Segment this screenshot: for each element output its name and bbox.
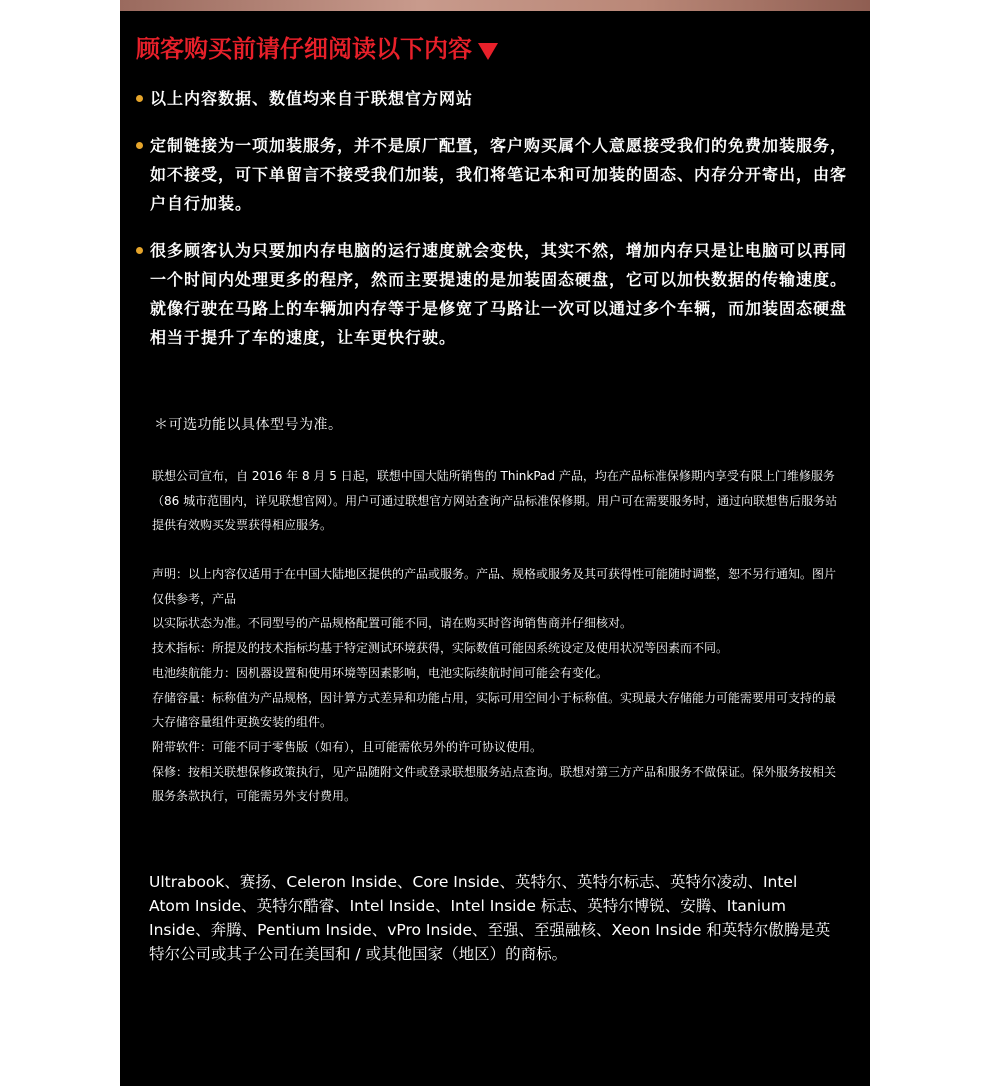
legal-line-storage: 存储容量：标称值为产品规格，因计算方式差异和功能占用，实际可用空间小于标称值。实现最大存储能力可能需要用可支持的最大存储容量组件更换安装的组件。 xyxy=(152,690,837,730)
notice-heading xyxy=(136,32,498,66)
notice-panel xyxy=(120,0,870,1086)
legal-disclaimer xyxy=(152,562,842,809)
bullet-dot-icon xyxy=(136,247,143,254)
warranty-announcement xyxy=(152,464,842,538)
down-triangle-icon xyxy=(478,43,498,60)
bullet-item-memory-info xyxy=(136,236,848,352)
legal-line-statement: 声明：以上内容仅适用于在中国大陆地区提供的产品或服务。产品、规格或服务及其可获得性可能随时调整，恕不另行通知。图片仅供参考，产品 xyxy=(152,567,837,606)
bullet-text: 以上内容数据、数值均来自于联想官方网站 xyxy=(150,89,474,108)
bullet-dot-icon xyxy=(136,142,143,149)
legal-line-tech-specs: 技术指标：所提及的技术指标均基于特定测试环境获得，实际数值可能因系统设定及使用状况等因素而不同。 xyxy=(152,641,729,656)
heading-text: 顾客购买前请仔细阅读以下内容 xyxy=(136,35,472,63)
legal-line-warranty: 保修：按相关联想保修政策执行，见产品随附文件或登录联想服务站点查询。联想对第三方产品和服务不做保证。保外服务按相关服务条款执行，可能需另外支付费用。 xyxy=(152,764,837,804)
notice-bullet-list xyxy=(136,84,848,370)
bullet-text: 很多顾客认为只要加内存电脑的运行速度就会变快，其实不然，增加内存只是让电脑可以再同一个时间内处理更多的程序，然而主要提速的是加装固态硬盘，它可以加快数据的传输速度。就像行驶在马路上的车辆加内存等于是修宽了马路让一次可以通过多个车辆，而加装固态硬盘相当于提升了车的速度，让车更快行驶。 xyxy=(150,241,848,347)
legal-line-software: 附带软件：可能不同于零售版（如有），且可能需依另外的许可协议使用。 xyxy=(152,739,543,754)
legal-line-battery: 电池续航能力：因机器设置和使用环境等因素影响，电池实际续航时间可能会有变化。 xyxy=(152,665,609,680)
trademark-notice: Ultrabook、赛扬、Celeron Inside、Core Inside、英特尔、英特尔标志、英特尔凌动、Intel Atom Inside、英特尔酷睿、Intel Inside、Intel Inside 标志、英特尔博锐、安腾、Itanium Inside、奔腾、Pentium Inside、vPro Inside、至强、至强融核、Xeon Inside 和英特尔傲腾是英特尔公司或其子公司在美国和 / 或其他国家（地区）的商标。 xyxy=(149,873,831,963)
optional-feature-note: ＊可选功能以具体型号为准。 xyxy=(154,417,343,433)
bullet-text: 定制链接为一项加装服务，并不是原厂配置，客户购买属个人意愿接受我们的免费加装服务，如不接受，可下单留言不接受我们加装，我们将笔记本和可加装的固态、内存分开寄出，由客户自行加装。 xyxy=(150,136,848,213)
bullet-item-data-source xyxy=(136,84,848,113)
legal-line-actual-state: 以实际状态为准。不同型号的产品规格配置可能不同，请在购买时咨询销售商并仔细核对。 xyxy=(152,616,633,631)
bullet-item-custom-link xyxy=(136,131,848,218)
top-image-strip xyxy=(120,0,870,11)
announcement-text: 联想公司宣布，自 2016 年 8 月 5 日起，联想中国大陆所销售的 ThinkPad 产品，均在产品标准保修期内享受有限上门维修服务（86 城市范围内，详见联想官网）。用户可通过联想官方网站查询产品标准保修期。用户可在需要服务时，通过向联想售后服务站提供有效购买发票获得相应服务。 xyxy=(152,469,838,533)
bullet-dot-icon xyxy=(136,95,143,102)
